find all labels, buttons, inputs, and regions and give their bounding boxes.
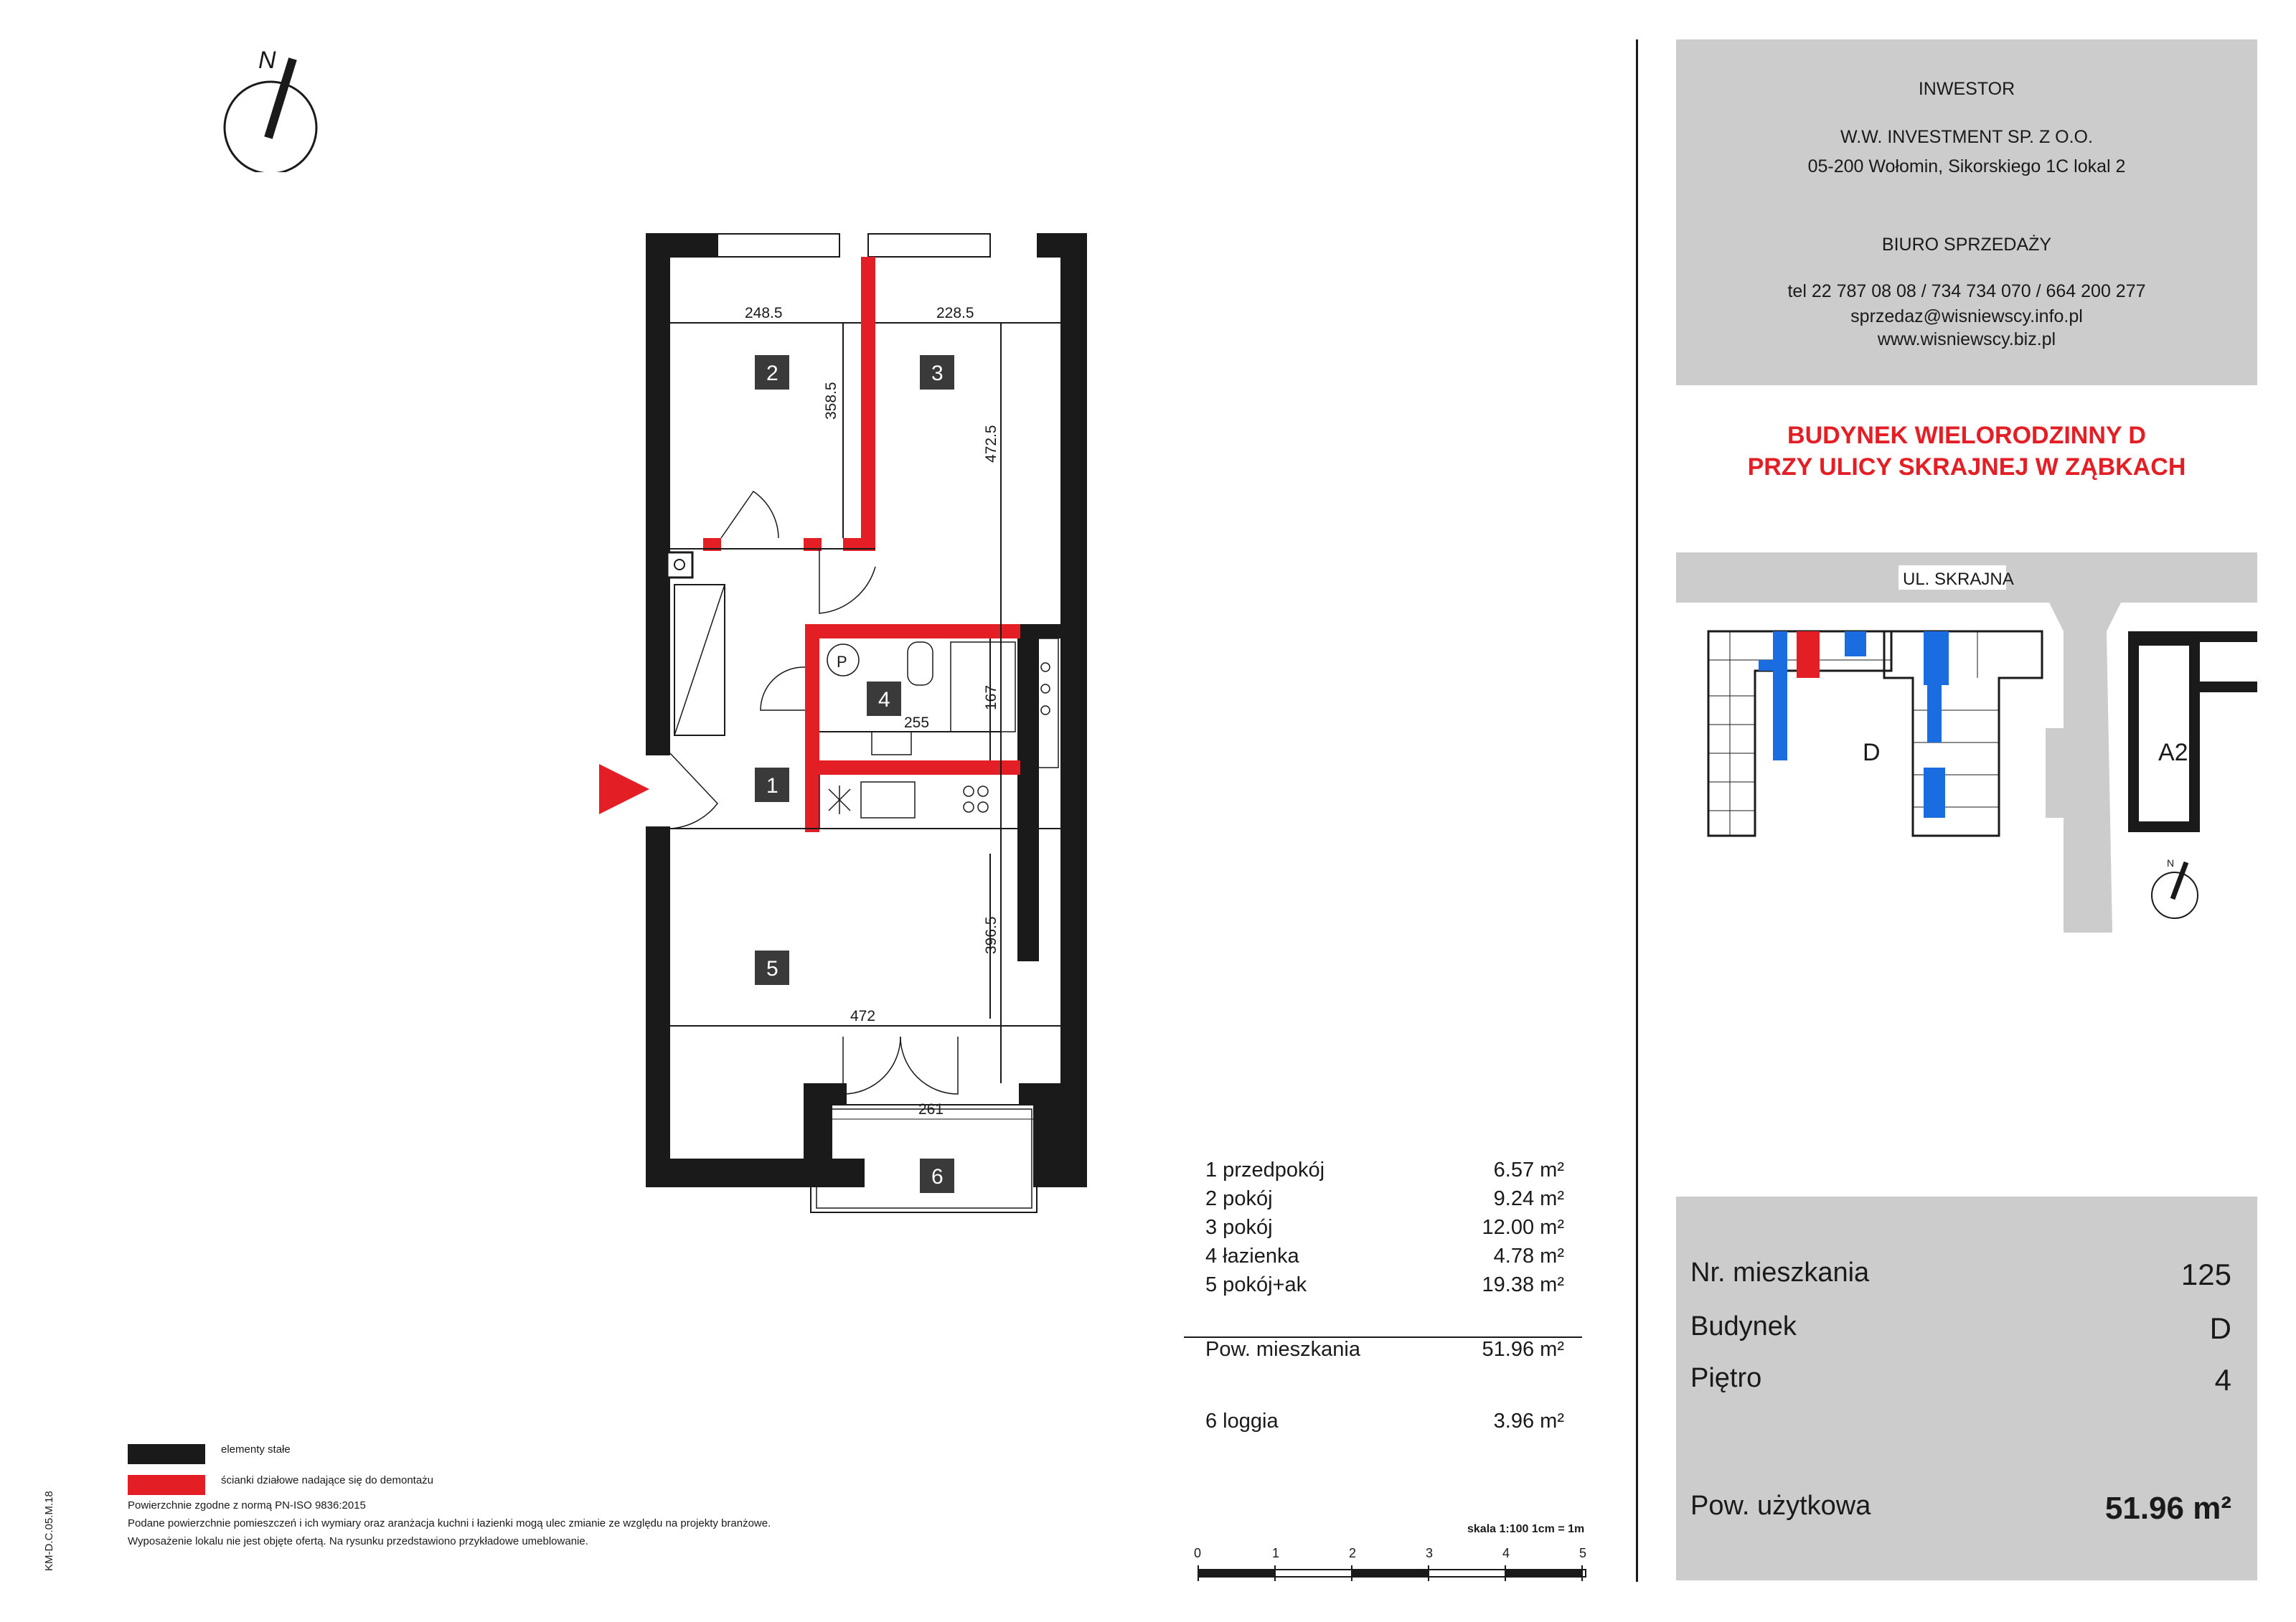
area-row <box>1205 1273 1578 1302</box>
scale-bar <box>1195 1564 1596 1585</box>
document-code: KM-D.C.05.M.18 <box>43 1491 55 1571</box>
building-d-outline <box>1708 631 2042 836</box>
loggia-area-name: 6 loggia <box>1205 1410 1279 1433</box>
dim-room5-depth: 396.5 <box>983 916 999 954</box>
area-value: 6.57 m² <box>1493 1159 1564 1182</box>
room-number-6: 6 <box>931 1165 944 1189</box>
room-number-3: 3 <box>931 362 944 385</box>
column <box>667 552 692 577</box>
legend-partition-swatch <box>128 1475 205 1495</box>
building-a2-label: A2 <box>2158 739 2188 766</box>
investor-address: 05-200 Wołomin, Sikorskiego 1C lokal 2 <box>1807 156 2126 176</box>
building-d-units <box>1708 631 1999 836</box>
room-number-2: 2 <box>766 362 778 385</box>
sales-email[interactable]: sprzedaz@wisniewscy.info.pl <box>1850 306 2083 326</box>
staircase-highlights <box>1759 631 1949 818</box>
legend-partition-label: ścianki działowe nadające się do demontażu <box>221 1474 434 1486</box>
usable-area-value: 51.96 m² <box>2104 1491 2231 1526</box>
sales-phones: tel 22 787 08 08 / 734 734 070 / 664 200 277 <box>1787 281 2146 301</box>
area-name: 4 łazienka <box>1205 1245 1299 1268</box>
area-row <box>1205 1187 1578 1216</box>
sales-heading: BIURO SPRZEDAŻY <box>1881 235 2052 255</box>
compass-north-label: N <box>258 47 276 74</box>
dim-loggia-width: 261 <box>918 1101 944 1118</box>
apartment-number-value: 125 <box>2180 1258 2231 1291</box>
total-area-name: Pow. mieszkania <box>1205 1338 1360 1361</box>
scale-tick-label: 2 <box>1349 1546 1357 1560</box>
building-value: D <box>2209 1311 2231 1345</box>
north-compass <box>215 43 330 172</box>
apartment-number-label: Nr. mieszkania <box>1690 1258 1870 1288</box>
note-furniture: Wyposażenie lokalu nie jest objęte ofertą. Na rysunku przedstawiono przykładowe umeblowanie. <box>128 1535 588 1547</box>
room-number-4: 4 <box>878 688 890 712</box>
area-value: 9.24 m² <box>1493 1187 1564 1210</box>
total-area-value: 51.96 m² <box>1482 1338 1564 1361</box>
dim-room3-width: 228.5 <box>936 305 974 321</box>
building-title <box>1676 420 2257 483</box>
loggia-area-row <box>1205 1410 1578 1438</box>
scale-tick-label: 5 <box>1579 1546 1587 1560</box>
area-value: 4.78 m² <box>1493 1245 1564 1268</box>
investor-company: W.W. INVESTMENT SP. Z O.O. <box>1840 127 2093 147</box>
legend-fixed-swatch <box>128 1444 205 1464</box>
floor-value: 4 <box>2214 1363 2231 1397</box>
legend-fixed-label: elementy stałe <box>221 1443 291 1456</box>
usable-area-label: Pow. użytkowa <box>1690 1491 1871 1521</box>
dim-bath-width: 255 <box>904 715 930 731</box>
street-label: UL. SKRAJNA <box>1903 570 2014 589</box>
dim-room3-depth: 472.5 <box>983 425 999 463</box>
scale-tick-label: 1 <box>1272 1546 1280 1560</box>
area-row <box>1205 1159 1578 1187</box>
area-name: 5 pokój+ak <box>1205 1273 1307 1296</box>
investor-box <box>1676 39 2257 385</box>
site-compass-north: N <box>2167 857 2175 869</box>
dim-room5-width: 472 <box>850 1008 876 1024</box>
building-label: Budynek <box>1690 1311 1797 1342</box>
top-windows <box>718 234 990 257</box>
floor-label: Piętro <box>1690 1363 1762 1393</box>
scale-tick-label: 0 <box>1194 1546 1202 1560</box>
apartment-info-box <box>1676 1197 2257 1580</box>
area-value: 12.00 m² <box>1482 1216 1564 1239</box>
svg-text:P: P <box>837 653 847 671</box>
sales-website[interactable]: www.wisniewscy.biz.pl <box>1877 329 2056 349</box>
site-compass-needle <box>2173 862 2186 899</box>
note-changes: Podane powierzchnie pomieszczeń i ich wymiary oraz aranżacja kuchni i łazienki mogą ulec zmianie ze względu na projekty branżowe. <box>128 1517 771 1529</box>
area-row <box>1205 1216 1578 1245</box>
scale-label: skala 1:100 1cm = 1m <box>1467 1523 1585 1535</box>
total-area-row <box>1205 1338 1578 1367</box>
entrance-arrow-icon <box>596 760 653 818</box>
investor-heading: INWESTOR <box>1918 79 2015 99</box>
building-title-line1: BUDYNEK WIELORODZINNY D <box>1787 422 2146 449</box>
kitchen-fixtures <box>819 775 988 829</box>
scale-tick-label: 3 <box>1426 1546 1434 1560</box>
area-row <box>1205 1245 1578 1273</box>
building-d-label: D <box>1863 739 1881 766</box>
dim-bath-depth: 167 <box>983 684 999 710</box>
vertical-divider <box>1636 39 1638 1582</box>
partition-walls <box>703 257 1020 832</box>
area-value: 19.38 m² <box>1482 1273 1564 1296</box>
floor-plan <box>588 222 1105 1255</box>
building-title-line2: PRZY ULICY SKRAJNEJ W ZĄBKACH <box>1747 453 2186 481</box>
note-norm: Powierzchnie zgodne z normą PN-ISO 9836:2015 <box>128 1499 366 1512</box>
apartment-highlight <box>1797 631 1820 678</box>
area-name: 3 pokój <box>1205 1216 1273 1239</box>
dim-room2-depth: 358.5 <box>823 382 839 420</box>
scale-tick-label: 4 <box>1502 1546 1510 1560</box>
area-name: 2 pokój <box>1205 1187 1273 1210</box>
area-name: 1 przedpokój <box>1205 1159 1325 1182</box>
room-number-1: 1 <box>766 774 778 798</box>
site-plan <box>1676 552 2257 933</box>
dim-room2-width: 248.5 <box>745 305 783 321</box>
room-number-5: 5 <box>766 957 778 981</box>
loggia-area-value: 3.96 m² <box>1493 1410 1564 1433</box>
